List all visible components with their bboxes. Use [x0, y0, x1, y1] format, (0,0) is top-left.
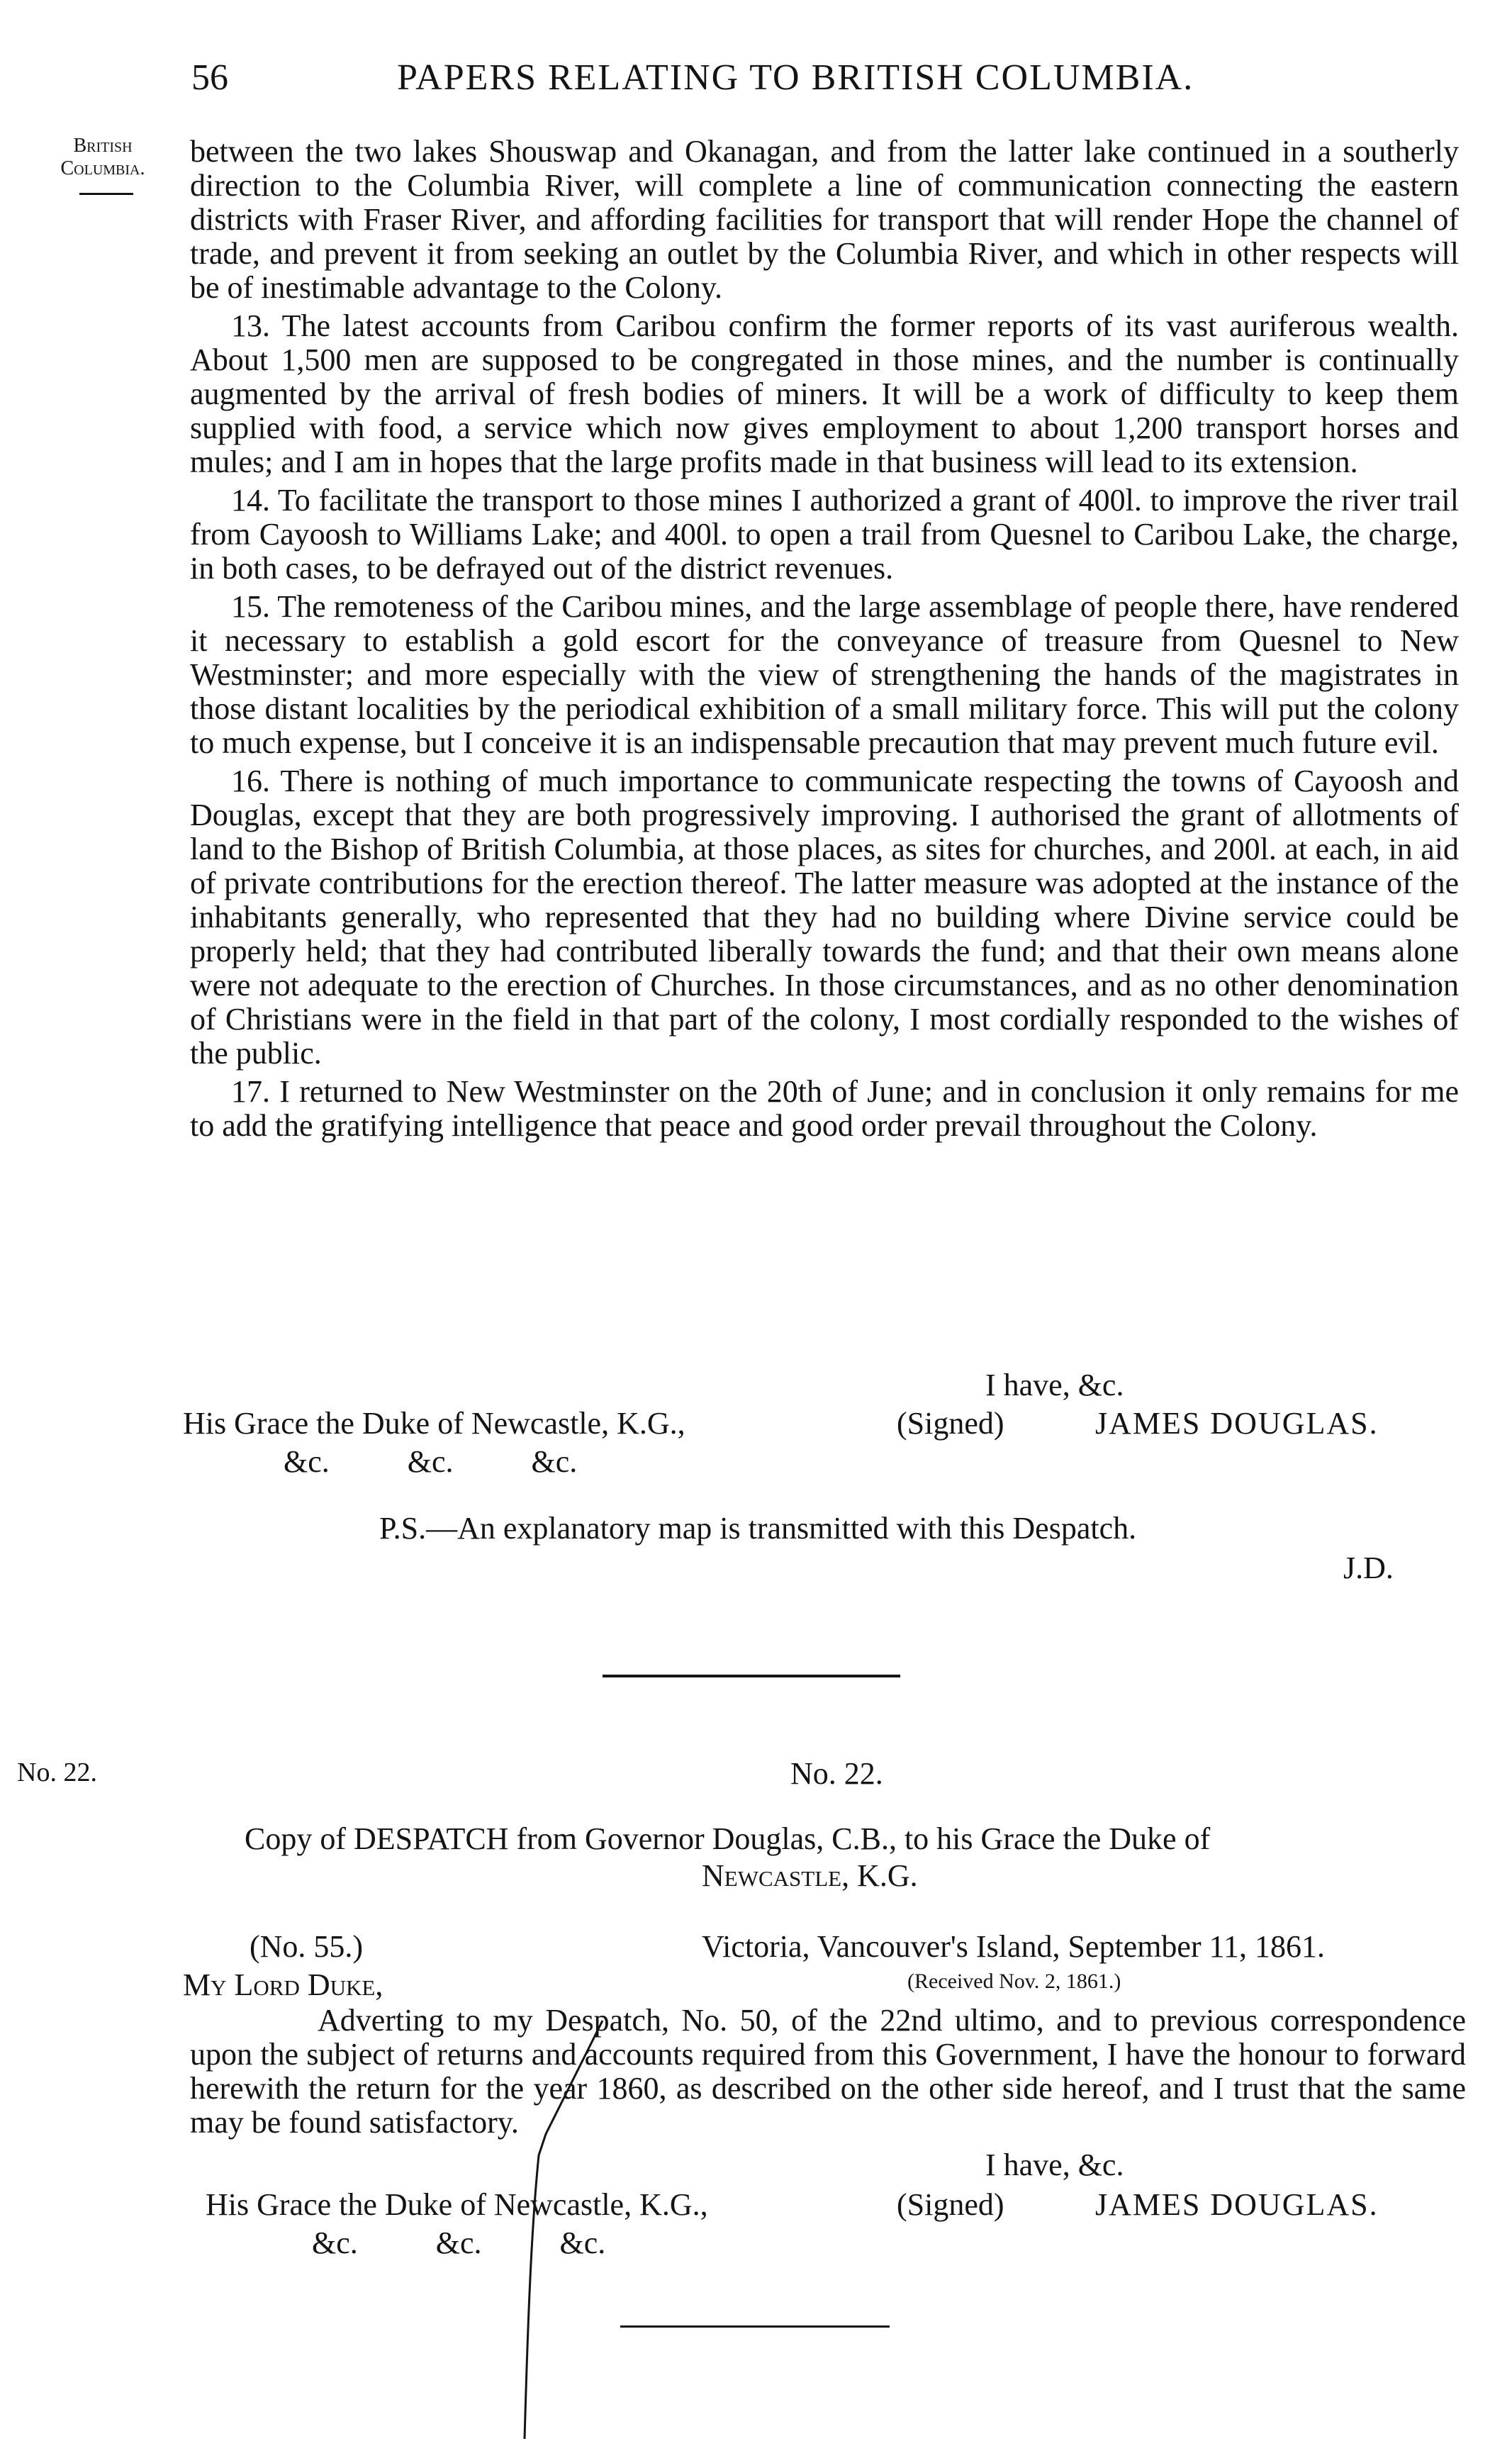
letter2-heading-line1: Copy of DESPATCH from Governor Douglas, C.B., to his Grace the Duke of: [245, 1821, 1211, 1856]
margin-section-line1: British: [73, 135, 133, 157]
letter2-paragraph: Adverting to my Despatch, No. 50, of the 22nd ultimo, and to previous correspondence upon the subject of returns and accounts required from this Government, I have the honour to forward herewith the return for the year 1860, as described on the other side hereof, and I trust that the same may be found satisfactory.: [190, 2003, 1466, 2140]
letter2-salutation: My Lord Duke,: [183, 1967, 383, 2002]
letter1-paragraph-14: 14. To facilitate the transport to those mines I authorized a grant of 400l. to improve the river trail from Cayoosh to Williams Lake; and 400l. to open a trail from Quesnel to Caribou Lake, the charge, in both cases, to be defrayed out of the district revenues.: [190, 483, 1459, 586]
letter1-closing: I have, &c.: [985, 1368, 1124, 1402]
letter1-signed: (Signed): [897, 1406, 1004, 1441]
letter1-initials: J.D.: [1343, 1551, 1394, 1585]
letter1-postscript: P.S.—An explanatory map is transmitted with this Despatch.: [379, 1511, 1137, 1546]
letter1-paragraph-16: 16. There is nothing of much importance to communicate respecting the towns of Cayoosh and Douglas, except that they are both progressively improving. I authorised the grant of allotments of land to the Bishop of British Columbia, at those places, as sites for churches, and 200l. at each, in aid of private contributions for the erection thereof. The latter measure was adopted at the instance of the inhabitants generally, who represented that they had no building where Divine service could be properly held; that they had contributed liberally towards the fund; and that their own means alone were not adequate to the erection of Churches. In those circumstances, and as no other denomination of Christians were in the field in that part of the colony, I most cordially responded to the wishes of the public.: [190, 764, 1459, 1071]
pen-stroke-mark: [496, 2014, 624, 2446]
letter2-heading-line2: Newcastle, K.G.: [702, 1858, 918, 1893]
letter1-paragraph-continued: between the two lakes Shouswap and Okanagan, and from the latter lake continued in a southerly direction to the Columbia River, will complete a line of communication connecting the eastern districts with Fraser River, and affording facilities for transport that will render Hope the channel of trade, and prevent it from seeking an outlet by the Columbia River, and which in other respects will be of inestimable advantage to the Colony.: [190, 134, 1459, 305]
letter1-paragraph-17: 17. I returned to New Westminster on the 20th of June; and in conclusion it only remains for me to add the gratifying intelligence that peace and good order prevail throughout the Colony.: [190, 1074, 1459, 1143]
letter1-body: [190, 135, 1459, 1143]
letter2-body: [190, 2004, 1466, 2140]
letter1-etc: &c. &c. &c.: [284, 1444, 578, 1479]
letter2-closing: I have, &c.: [985, 2148, 1124, 2182]
margin-section-line2: Columbia.: [60, 157, 145, 179]
section-separator: [603, 1675, 900, 1677]
margin-divider: [79, 193, 133, 195]
letter2-despatch-number: (No. 55.): [250, 1929, 364, 1964]
letter2-number: No. 22.: [790, 1756, 883, 1791]
letter2-signed: (Signed): [897, 2187, 1004, 2222]
letter2-received-note: (Received Nov. 2, 1861.): [907, 1970, 1121, 1993]
page-title: PAPERS RELATING TO BRITISH COLUMBIA.: [397, 57, 1194, 98]
letter2-signature: JAMES DOUGLAS.: [1095, 2187, 1379, 2222]
bottom-rule: [620, 2325, 890, 2328]
letter1-paragraph-13: 13. The latest accounts from Caribou confirm the former reports of its vast auriferous wealth. About 1,500 men are supposed to be congregated in those mines, and the number is continually augmented by the arrival of fresh bodies of miners. It will be a work of difficulty to keep them supplied with food, a service which now gives employment to about 1,200 transport horses and mules; and I am in hopes that the large profits made in that business will lead to its extension.: [190, 308, 1459, 479]
margin-section-note: [50, 135, 156, 180]
margin-doc-number: No. 22.: [17, 1758, 97, 1787]
letter2-addressee: His Grace the Duke of Newcastle, K.G.,: [206, 2187, 708, 2222]
letter2-etc: &c. &c. &c.: [312, 2226, 606, 2260]
letter1-signature: JAMES DOUGLAS.: [1095, 1406, 1379, 1441]
letter2-place-date: Victoria, Vancouver's Island, September 11, 1861.: [702, 1929, 1325, 1964]
letter1-addressee: His Grace the Duke of Newcastle, K.G.,: [183, 1406, 685, 1441]
letter1-paragraph-15: 15. The remoteness of the Caribou mines, and the large assemblage of people there, have rendered it necessary to establish a gold escort for the conveyance of treasure from Quesnel to New Westminster; and more especially with the view of strengthening the hands of the magistrates in those distant localities by the periodical exhibition of a small military force. This will put the colony to much expense, but I conceive it is an indispensable precaution that may prevent much future evil.: [190, 589, 1459, 760]
page-number: 56: [191, 57, 228, 98]
